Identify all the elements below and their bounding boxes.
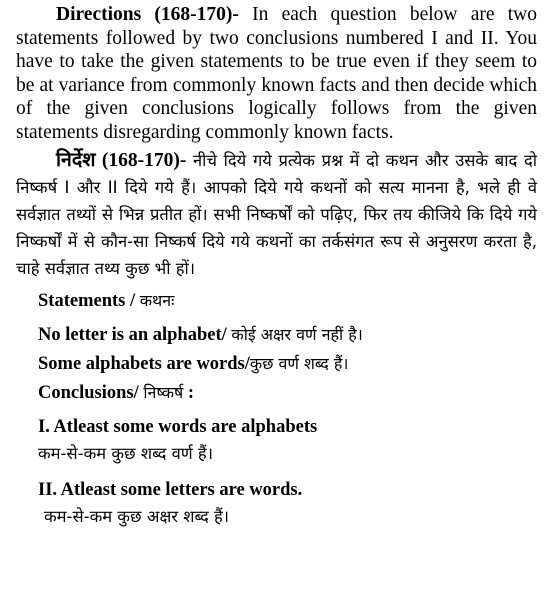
conclusions-heading-english: Conclusions/ [38, 383, 144, 403]
statement-1-hindi: कोई अक्षर वर्ण नहीं है। [231, 325, 363, 344]
statements-heading-english: Statements / [38, 291, 140, 311]
directions-english-text: In each question below are two statements followed by two conclusions numbered I and II. You have to take the given statements to be true even if they seem to be at variance from commonly known facts and then decide which of the given conclusions logically follows from the given statements disregarding commonly known facts. [16, 4, 537, 143]
directions-hindi [16, 147, 537, 282]
question-document [16, 3, 537, 530]
directions-hindi-heading: निर्देश (168-170)- [56, 150, 187, 171]
statements-heading [16, 289, 537, 313]
directions-hindi-text: नीचे दिये गये प्रत्येक प्रश्न में दो कथन और उसके बाद दो निष्कर्ष I और II दिये गये हैं। आपको दिये गये कथनों को सत्य मानना है, भले ही वे सर्वज्ञात तथ्यों से भिन्न प्रतीत हों। सभी निष्कर्षों को पढ़िए, फिर तय कीजिये कि दिये गये निष्कर्षों में से कौन-सा निष्कर्ष दिये गये कथनों का तर्कसंगत रूप से अनुसरण करता है, चाहे सर्वज्ञात तथ्य कुछ भी हों। [16, 151, 537, 278]
statement-2-english: Some alphabets are words/ [38, 354, 250, 374]
conclusion-2-hindi: कम-से-कम कुछ अक्षर शब्द हैं। [44, 507, 230, 526]
conclusion-1-english: I. Atleast some words are alphabets [38, 417, 318, 437]
statement-2-hindi: कुछ वर्ण शब्द हैं। [249, 354, 349, 373]
conclusions-heading [16, 381, 537, 405]
conclusion-1-hindi: कम-से-कम कुछ शब्द वर्ण हैं। [38, 444, 213, 463]
statement-2 [16, 352, 537, 376]
statement-1 [16, 323, 537, 347]
statement-1-english: No letter is an alphabet/ [38, 325, 232, 345]
directions-english-heading: Directions (168-170)- [56, 4, 239, 25]
conclusions-heading-suffix: : [183, 383, 195, 403]
statements-heading-hindi: कथनः [139, 291, 175, 310]
conclusions-heading-hindi: निष्कर्ष [143, 383, 184, 402]
directions-english [16, 3, 537, 144]
conclusion-2-english: II. Atleast some letters are words. [38, 480, 303, 500]
